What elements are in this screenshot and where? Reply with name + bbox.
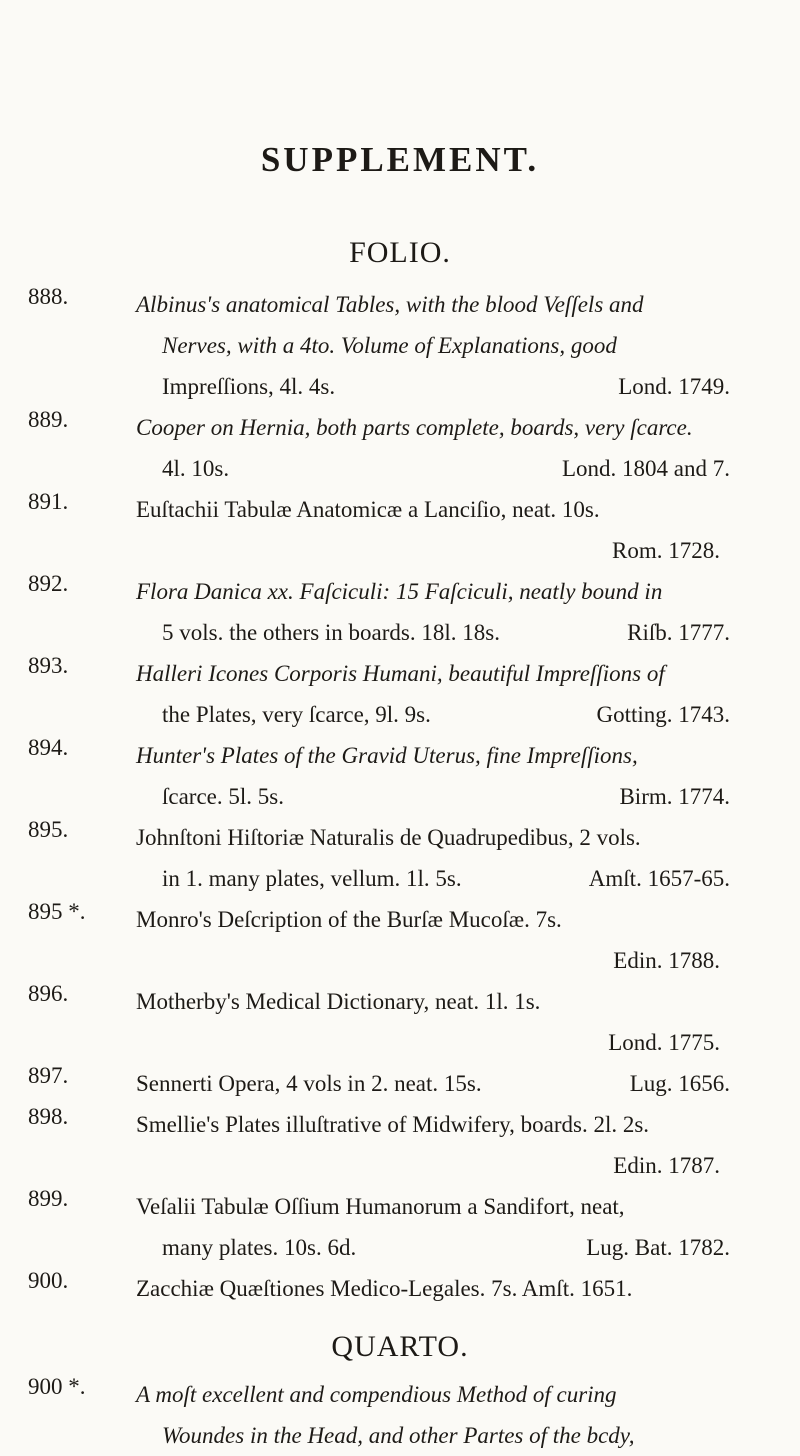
entry-number: 888.: [28, 284, 69, 309]
entry-imprint: Lond. 1749.: [618, 374, 730, 399]
entry-line: [136, 653, 730, 694]
entry-text: 4l. 10s.: [162, 456, 230, 481]
page-title: SUPPLEMENT.: [260, 140, 540, 179]
entry-line: [136, 612, 730, 653]
entry-text: Flora Danica xx. Faſciculi: 15 Faſciculi, neatly bound in: [136, 579, 663, 604]
entry-imprint: Birm. 1774.: [619, 784, 730, 809]
entry-imprint: Amſt. 1657-65.: [588, 866, 730, 891]
entry-line: Zacchiæ Quæſtiones Medico-Legales. 7s. Amſt. 1651.: [136, 1276, 633, 1301]
catalogue-entry: [28, 1374, 730, 1456]
entry-text: A moſt excellent and compendious Method of curing: [136, 1382, 617, 1407]
entry-line: [136, 858, 730, 899]
entry-number: 894.: [28, 735, 69, 760]
entry-text: Halleri Icones Corporis Humani, beautiful Impreſſions of: [136, 661, 665, 686]
entry-imprint: Riſb. 1777.: [627, 620, 730, 645]
entry-text: 5 vols. the others in boards. 18l. 18s.: [162, 620, 500, 645]
entry-line: [136, 694, 730, 735]
entry-number: 893.: [28, 653, 69, 678]
entry-line: [136, 1415, 730, 1456]
entry-number: 896.: [28, 981, 69, 1006]
entry-line: Johnſtoni Hiſtoriæ Naturalis de Quadrupedibus, 2 vols.: [136, 825, 641, 850]
entry-imprint: Lond. 1775.: [608, 1030, 720, 1055]
entry-text: Nerves, with a 4to. Volume of Explanations, good: [162, 333, 617, 358]
entry-text: Woundes in the Head, and other Partes of the bcdy,: [162, 1423, 635, 1448]
catalogue-entry: [28, 1268, 730, 1309]
entry-line: [136, 325, 730, 366]
catalogue-entry: [28, 735, 730, 817]
entry-number: 900.: [28, 1268, 69, 1293]
entry-line: [136, 735, 730, 776]
entry-number: 895.: [28, 817, 69, 842]
entry-line: Motherby's Medical Dictionary, neat. 1l. 1s.: [136, 989, 541, 1014]
entry-imprint: Lond. 1804 and 7.: [561, 456, 730, 481]
catalogue-entry: [28, 899, 730, 981]
catalogue-entry: [28, 571, 730, 653]
entry-text: Hunter's Plates of the Gravid Uterus, fine Impreſſions,: [136, 743, 638, 768]
entry-number: 892.: [28, 571, 69, 596]
catalogue-entry: [28, 489, 730, 571]
entry-text: ſcarce. 5l. 5s.: [162, 784, 284, 809]
entry-line: [136, 448, 730, 489]
entry-number: 891.: [28, 489, 69, 514]
entry-line: [136, 1374, 730, 1415]
entry-line: [136, 366, 730, 407]
entry-number: 889.: [28, 407, 69, 432]
entry-imprint: Edin. 1788.: [613, 948, 720, 973]
entry-line: [136, 284, 730, 325]
entry-line: [136, 1227, 730, 1268]
entry-text: Impreſſions, 4l. 4s.: [162, 374, 336, 399]
catalogue-entry: [28, 653, 730, 735]
entry-imprint: Gotting. 1743.: [596, 702, 730, 727]
entry-text: in 1. many plates, vellum. 1l. 5s.: [162, 866, 462, 891]
entry-number: 895 *.: [28, 899, 86, 924]
entry-line: [136, 1063, 730, 1104]
section-heading-folio: FOLIO.: [349, 236, 451, 269]
entry-imprint: Lug. Bat. 1782.: [586, 1235, 730, 1260]
entry-number: 899.: [28, 1186, 69, 1211]
entry-line: [136, 407, 730, 448]
section-heading-quarto: QUARTO.: [331, 1330, 469, 1363]
catalogue-entry: [28, 407, 730, 489]
catalogue-entry: [28, 1186, 730, 1268]
entry-number: 898.: [28, 1104, 69, 1129]
catalogue-entry: [28, 1063, 730, 1104]
entry-text: Sennerti Opera, 4 vols in 2. neat. 15s.: [136, 1071, 482, 1096]
entry-text: many plates. 10s. 6d.: [162, 1235, 357, 1260]
entry-text: the Plates, very ſcarce, 9l. 9s.: [162, 702, 431, 727]
entry-line: Smellie's Plates illuſtrative of Midwifery, boards. 2l. 2s.: [136, 1112, 650, 1137]
entry-number: 897.: [28, 1063, 69, 1088]
entry-line: [136, 776, 730, 817]
catalogue-entry: [28, 1104, 730, 1186]
entry-imprint: Lug. 1656.: [629, 1071, 730, 1096]
catalogue-entry: [28, 981, 730, 1063]
entry-imprint: Rom. 1728.: [612, 538, 720, 563]
entry-number: 900 *.: [28, 1374, 86, 1399]
catalogue-entry: [28, 284, 730, 407]
entry-line: Monro's Deſcription of the Burſæ Mucoſæ. 7s.: [136, 907, 562, 932]
entry-line: [136, 571, 730, 612]
catalogue-entry: [28, 817, 730, 899]
entry-line: Euſtachii Tabulæ Anatomicæ a Lanciſio, neat. 10s.: [136, 497, 600, 522]
entry-text: Cooper on Hernia, both parts complete, boards, very ſcarce.: [136, 415, 693, 440]
entry-line: Veſalii Tabulæ Oſſium Humanorum a Sandifort, neat,: [136, 1194, 625, 1219]
entry-text: Albinus's anatomical Tables, with the blood Veſſels and: [136, 292, 644, 317]
entry-imprint: Edin. 1787.: [613, 1153, 720, 1178]
